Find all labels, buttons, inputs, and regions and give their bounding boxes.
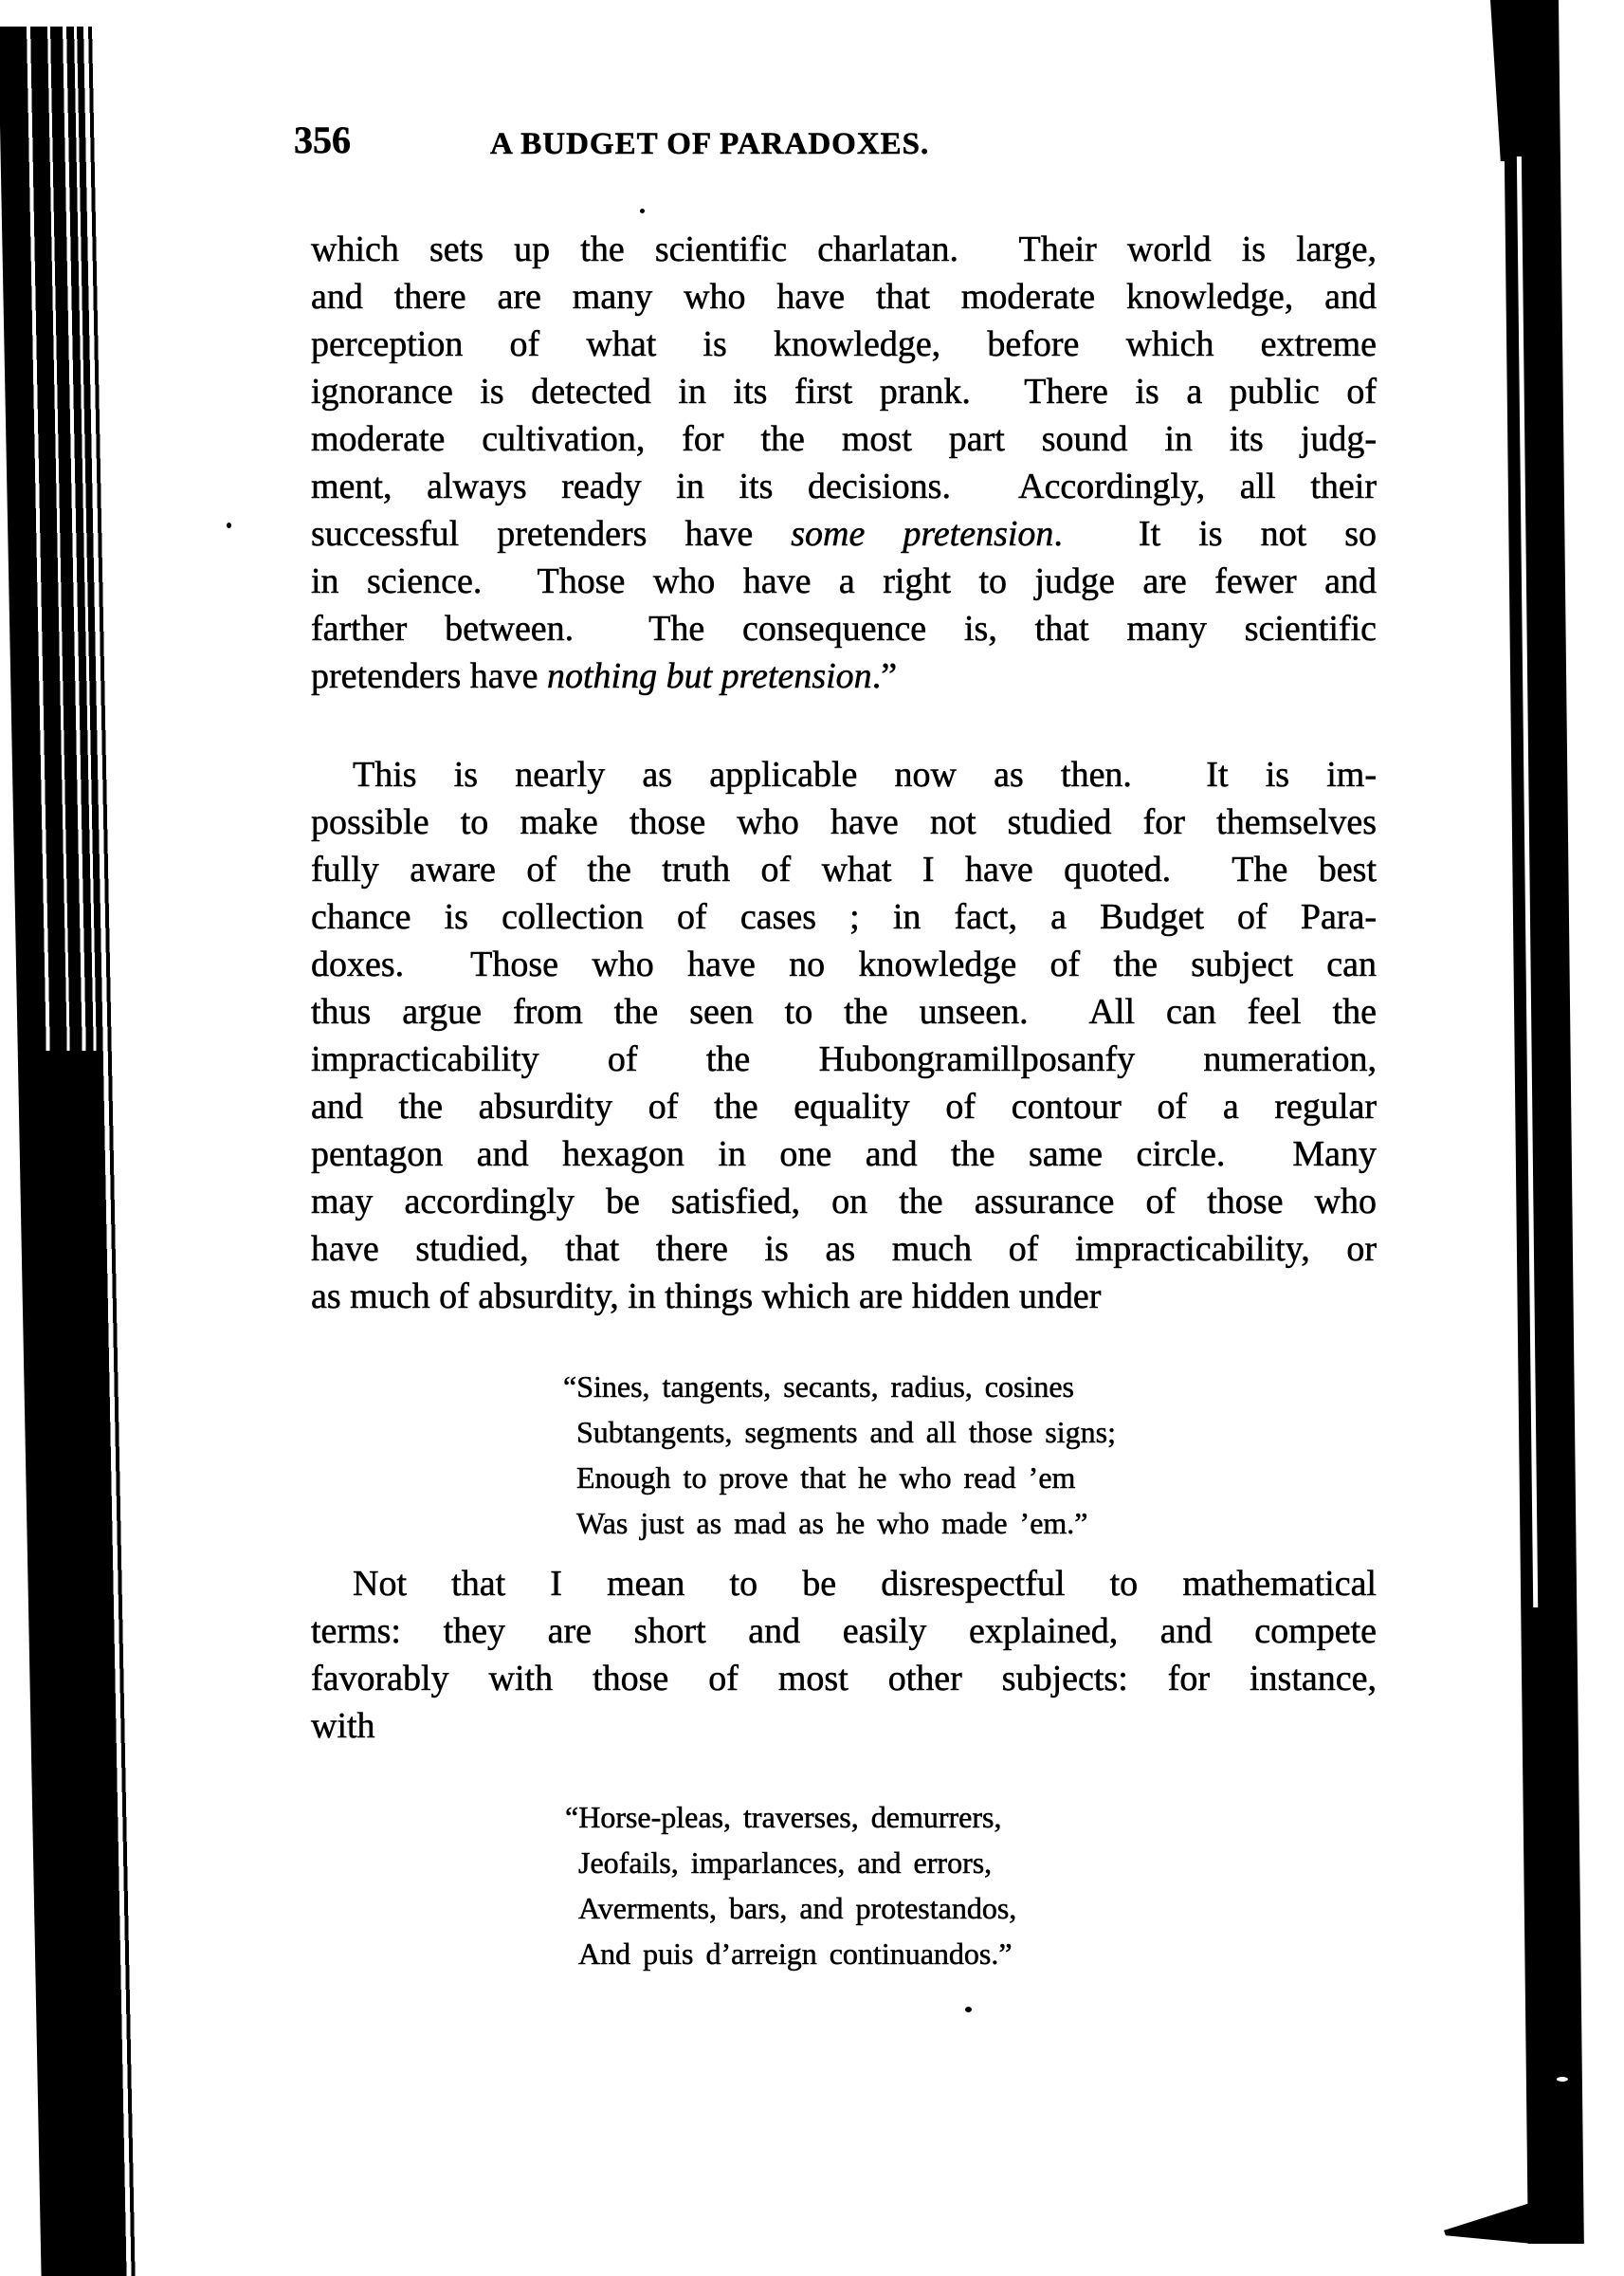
paragraph bbox=[311, 1560, 1377, 1750]
right-scan-bar bbox=[1503, 0, 1584, 2244]
right-scan-bar-fleck bbox=[1557, 2077, 1568, 2082]
scan-speck bbox=[227, 523, 231, 528]
scan-speck bbox=[640, 209, 645, 213]
text-line: have studied, that there is as much of impracticability, or bbox=[311, 1229, 1377, 1269]
text-line: and there are many who have that moderate knowledge, and bbox=[311, 277, 1377, 317]
text-line: doxes. Those who have no knowledge of the subject can bbox=[311, 945, 1377, 984]
text-line: fully aware of the truth of what I have quoted. The best bbox=[311, 850, 1377, 890]
text-line: in science. Those who have a right to judge are fewer and bbox=[311, 561, 1377, 601]
scan-speck bbox=[965, 2007, 972, 2012]
text-line: thus argue from the seen to the unseen. All can feel the bbox=[311, 992, 1377, 1032]
text-line: Averments, bars, and protestandos, bbox=[578, 1891, 1017, 1925]
text-line: as much of absurdity, in things which are hidden under bbox=[311, 1276, 1102, 1316]
text-line: chance is collection of cases ; in fact, a Budget of Para- bbox=[311, 897, 1377, 937]
running-title: A BUDGET OF PARADOXES. bbox=[490, 127, 930, 161]
text-line: possible to make those who have not studied for themselves bbox=[311, 802, 1377, 842]
text-line: Jeofails, imparlances, and errors, bbox=[578, 1845, 993, 1880]
left-binding-shadow bbox=[0, 27, 148, 2276]
text-line: Was just as mad as he who made ’em.” bbox=[576, 1506, 1088, 1540]
text-line: “Horse-pleas, traverses, demurrers, bbox=[565, 1800, 1002, 1834]
text-line: terms: they are short and easily explained, and compete bbox=[311, 1611, 1377, 1651]
right-scan-bar-crack bbox=[1517, 156, 1538, 1607]
text-line: ment, always ready in its decisions. Accordingly, all their bbox=[311, 467, 1377, 506]
text-line: Not that I mean to be disrespectful to mathematical bbox=[353, 1564, 1377, 1604]
text-line: pretenders have nothing but pretension.” bbox=[311, 656, 898, 696]
text-line: pentagon and hexagon in one and the same circle. Many bbox=[311, 1134, 1377, 1174]
text-line: And puis d’arreign continuandos.” bbox=[578, 1936, 1013, 1971]
text-line: “Sines, tangents, secants, radius, cosines bbox=[563, 1369, 1074, 1404]
text-line: and the absurdity of the equality of contour of a regular bbox=[311, 1087, 1377, 1127]
paragraph bbox=[311, 751, 1377, 1320]
text-line: perception of what is knowledge, before which extreme bbox=[311, 324, 1377, 364]
text-line: farther between. The consequence is, that many scientific bbox=[311, 609, 1377, 649]
text-line: This is nearly as applicable now as then. It is im- bbox=[353, 755, 1377, 795]
text-line: Subtangents, segments and all those signs; bbox=[576, 1415, 1116, 1449]
text-line: impracticability of the Hubongramillposanfy numeration, bbox=[311, 1039, 1377, 1079]
text-line: moderate cultivation, for the most part sound in its judg- bbox=[311, 419, 1377, 459]
left-binding-shadow-solid bbox=[26, 1051, 125, 2276]
paragraph bbox=[311, 226, 1377, 700]
text-line: Enough to prove that he who read ’em bbox=[576, 1460, 1076, 1495]
text-line: which sets up the scientific charlatan. Their world is large, bbox=[311, 229, 1377, 269]
text-line: may accordingly be satisfied, on the assurance of those who bbox=[311, 1182, 1377, 1221]
text-line: favorably with those of most other subjects: for instance, bbox=[311, 1659, 1377, 1698]
right-scan-bar-top-wedge bbox=[1490, 0, 1507, 161]
text-line: successful pretenders have some pretension. It is not so bbox=[311, 514, 1377, 554]
text-line: with bbox=[311, 1706, 375, 1746]
text-line: ignorance is detected in its first prank. There is a public of bbox=[311, 372, 1377, 412]
verse-quote bbox=[565, 1794, 1016, 1976]
page-number: 356 bbox=[294, 119, 351, 161]
right-scan-bar-bottom-wedge bbox=[1444, 2202, 1533, 2244]
verse-quote bbox=[563, 1364, 1116, 1546]
